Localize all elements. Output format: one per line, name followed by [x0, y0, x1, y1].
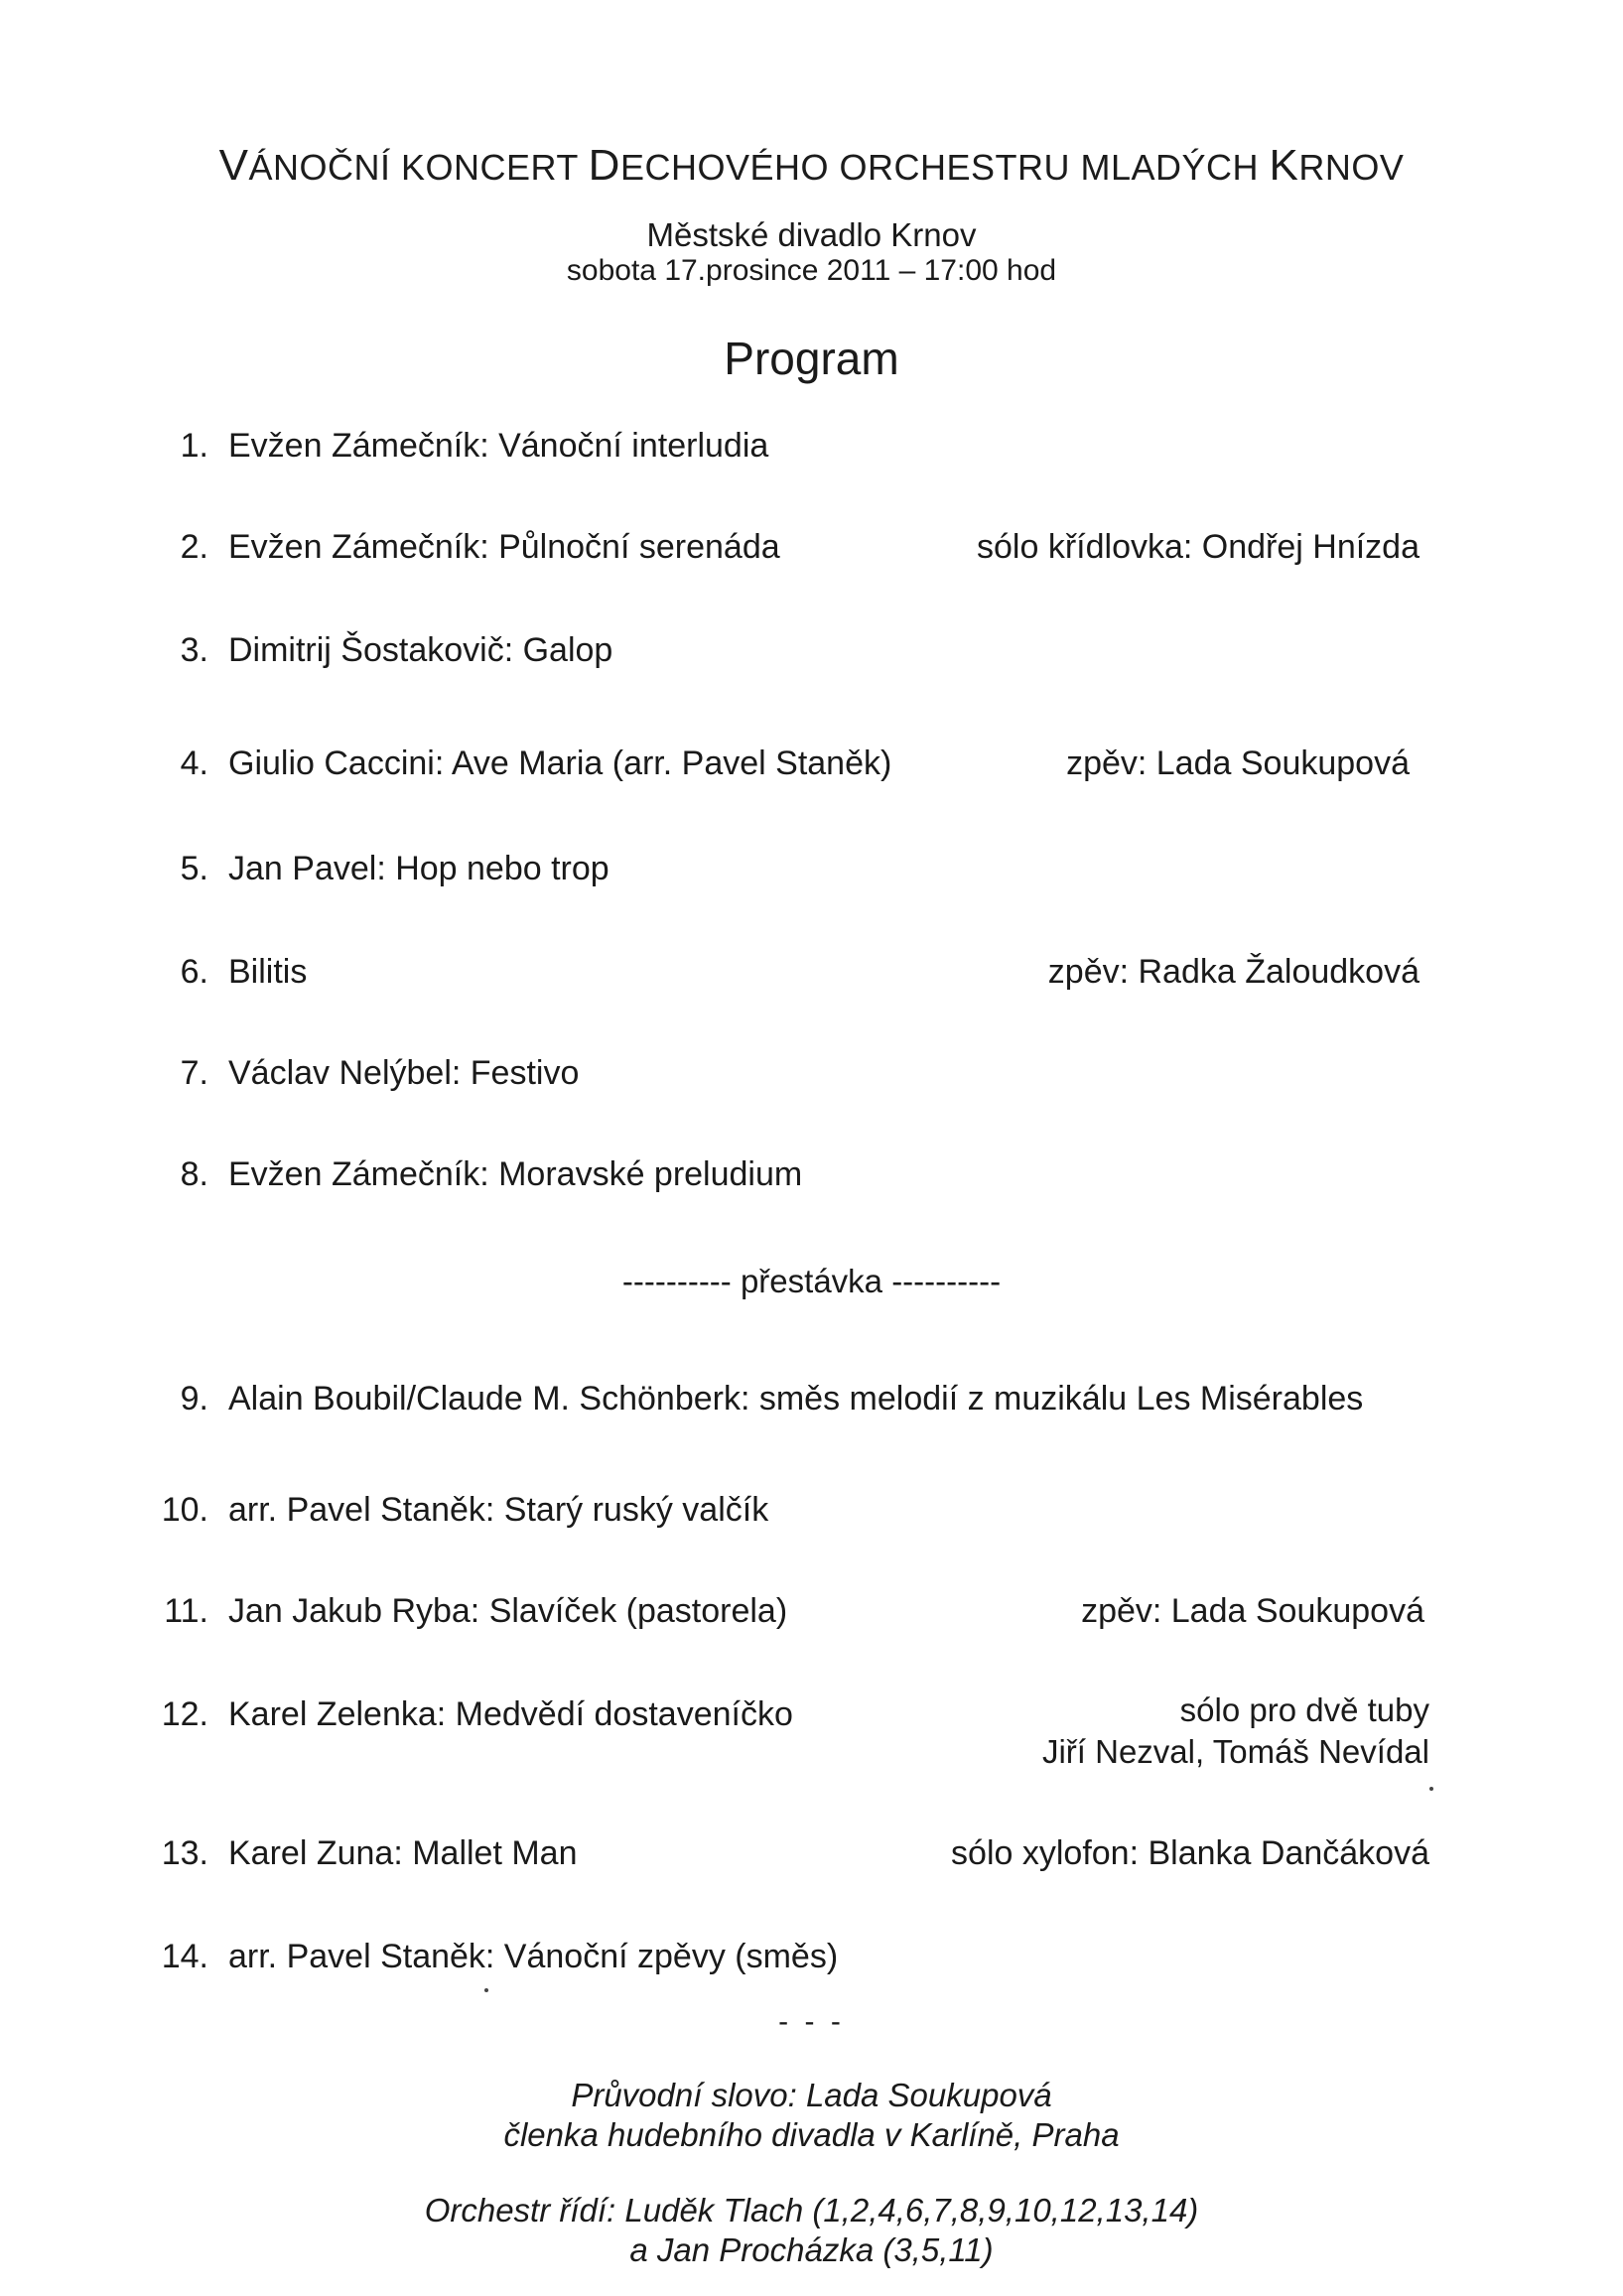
item-performer-block — [1042, 1689, 1429, 1773]
item-work: Giulio Caccini: Ave Maria (arr. Pavel Staněk) — [228, 744, 892, 782]
item-work: Jan Pavel: Hop nebo trop — [228, 850, 609, 887]
item-number: 3. — [180, 631, 208, 669]
item-performer: zpěv: Lada Soukupová — [1066, 744, 1410, 782]
item-work: Evžen Zámečník: Vánoční interludia — [228, 427, 769, 465]
title-part-rest: KONCERT — [400, 147, 589, 188]
venue: Městské divadlo Krnov — [646, 216, 977, 253]
conductor-line: a Jan Procházka (3,5,11) — [629, 2231, 994, 2268]
item-work: Alain Boubil/Claude M. Schönberk: směs melodií z muzikálu Les Misérables — [228, 1380, 1364, 1418]
item-performer: sólo xylofon: Blanka Dančáková — [951, 1834, 1429, 1872]
item-number: 5. — [180, 850, 208, 887]
item-performer-line: Jiří Nezval, Tomáš Nevídal — [1041, 1733, 1429, 1770]
item-work: Evžen Zámečník: Půlnoční serenáda — [228, 528, 780, 566]
item-work: arr. Pavel Staněk: Vánoční zpěvy (směs) — [228, 1938, 839, 1975]
speaker-affiliation: členka hudebního divadla v Karlíně, Praha — [503, 2116, 1120, 2153]
item-number: 13. — [161, 1834, 208, 1872]
item-number: 6. — [180, 953, 208, 991]
item-number: 11. — [164, 1592, 208, 1630]
scan-speck — [1429, 1787, 1433, 1791]
concert-title — [0, 141, 1623, 191]
item-number: 12. — [161, 1695, 208, 1733]
title-part-rest: ÁNOČNÍ — [248, 147, 401, 188]
item-number: 9. — [180, 1380, 208, 1418]
scan-speck — [484, 1988, 488, 1992]
title-part-rest: ECHOVÉHO — [619, 147, 840, 188]
item-work: Karel Zuna: Mallet Man — [228, 1834, 578, 1872]
item-performer: zpěv: Radka Žaloudková — [1047, 953, 1420, 991]
item-performer: sólo křídlovka: Ondřej Hnízda — [977, 528, 1420, 566]
conductor-line: Orchestr řídí: Luděk Tlach (1,2,4,6,7,8,9,10,12,13,14) — [424, 2192, 1199, 2228]
title-part-rest: RNOV — [1298, 147, 1405, 188]
item-number: 14. — [161, 1938, 208, 1975]
item-work: arr. Pavel Staněk: Starý ruský valčík — [228, 1491, 769, 1529]
item-work: Bilitis — [228, 953, 308, 991]
title-part-cap: V — [218, 141, 249, 190]
item-work: Jan Jakub Ryba: Slavíček (pastorela) — [228, 1592, 788, 1630]
title-part-cap: K — [1269, 141, 1299, 190]
separator: - - - — [778, 2005, 845, 2038]
title-part-rest: MLADÝCH — [1080, 147, 1270, 188]
item-number: 7. — [180, 1054, 208, 1092]
program-heading: Program — [724, 333, 899, 384]
item-number: 4. — [180, 744, 208, 782]
item-performer-line: sólo pro dvě tuby — [1179, 1691, 1429, 1728]
item-number: 8. — [180, 1155, 208, 1193]
intermission: ---------- přestávka ---------- — [621, 1263, 1002, 1299]
item-number: 1. — [180, 427, 208, 465]
item-performer: zpěv: Lada Soukupová — [1081, 1592, 1424, 1630]
speaker-line: Průvodní slovo: Lada Soukupová — [571, 2077, 1052, 2113]
item-number: 2. — [180, 528, 208, 566]
concert-date: sobota 17.prosince 2011 – 17:00 hod — [566, 254, 1057, 287]
title-part-cap: D — [588, 141, 620, 190]
title-part-rest: ORCHESTRU — [839, 147, 1081, 188]
item-work: Dimitrij Šostakovič: Galop — [228, 631, 613, 669]
item-work: Karel Zelenka: Medvědí dostaveníčko — [228, 1695, 793, 1733]
item-number: 10. — [161, 1491, 208, 1529]
item-work: Evžen Zámečník: Moravské preludium — [228, 1155, 803, 1193]
item-work: Václav Nelýbel: Festivo — [228, 1054, 580, 1092]
